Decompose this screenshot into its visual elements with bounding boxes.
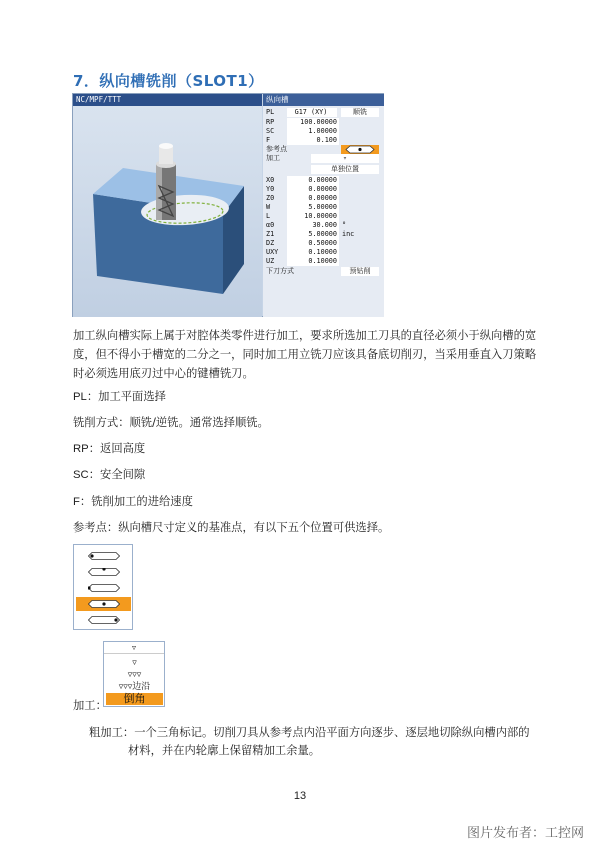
param-unit: inc — [342, 230, 355, 238]
param-label: Z0 — [266, 194, 275, 202]
ref-option-left[interactable] — [76, 549, 131, 563]
def-rp: RP：返回高度 — [73, 442, 146, 455]
param-row-machining — [263, 154, 384, 163]
param-value-field[interactable]: 5.00000 — [287, 230, 339, 239]
ref-option-center[interactable] — [76, 597, 131, 611]
page-number: 13 — [293, 790, 307, 802]
slot-center-icon — [88, 600, 120, 608]
param-value-field[interactable]: 100.00000 — [287, 118, 339, 127]
param-value-field[interactable]: 5.00000 — [287, 203, 339, 212]
param-label: UZ — [266, 257, 275, 265]
def-pl: PL：加工平面选择 — [73, 390, 166, 403]
machining-select[interactable]: ▿ — [311, 154, 379, 163]
machining-option[interactable]: ▿ — [132, 658, 137, 668]
param-value-field[interactable]: 1.00000 — [287, 127, 339, 136]
def-f: F：铣削加工的进给速度 — [73, 495, 193, 508]
machining-option[interactable]: ▿▿▿ — [127, 670, 142, 680]
param-label: RP — [266, 118, 275, 126]
slot-left-edge-icon — [88, 584, 120, 592]
watermark: 图片发布者：工控网 — [466, 826, 584, 841]
param-row-ref — [263, 145, 384, 154]
ref-option-top[interactable] — [76, 565, 131, 579]
param-label: Y0 — [266, 185, 275, 193]
param-label: SC — [266, 127, 275, 135]
param-row — [263, 212, 384, 221]
param-label: α0 — [266, 221, 275, 229]
parameter-panel — [263, 106, 384, 317]
param-row — [263, 176, 384, 185]
param-row-pl — [263, 108, 384, 117]
param-value-field[interactable]: 10.00000 — [287, 212, 339, 221]
param-label: 加工 — [266, 154, 280, 162]
intro-paragraph: 加工纵向槽实际上属于对腔体类零件进行加工，要求所选加工刀具的直径必须小于纵向槽的宽度，但不得小于槽宽的二分之一，同时加工用立铣刀应该具备底切削刃，当采用垂直入刀策略时必须选用底刃过中心的键槽铣刀。 — [73, 329, 537, 380]
ref-option-left-edge[interactable] — [76, 581, 131, 595]
param-row-infeed — [263, 267, 384, 276]
param-value-field[interactable]: 0.50000 — [287, 239, 339, 248]
param-unit: ° — [342, 221, 347, 229]
param-row — [263, 230, 384, 239]
slot-top-icon — [88, 568, 120, 576]
param-row — [263, 248, 384, 257]
slot-left-icon — [88, 552, 120, 560]
param-label: PL — [266, 108, 275, 116]
param-value-field[interactable]: 0.00000 — [287, 176, 339, 185]
param-row — [263, 203, 384, 212]
section-title: 7．纵向槽铣削（SLOT1） — [73, 72, 264, 90]
workpiece-illustration — [73, 106, 262, 317]
cnc-screen — [72, 93, 384, 317]
param-value-field[interactable]: 0.100 — [287, 136, 339, 145]
param-label: 下刀方式 — [266, 267, 294, 275]
param-label: UXY — [266, 248, 279, 256]
machining-option-selected[interactable]: 倒角 — [106, 693, 163, 705]
param-label: X0 — [266, 176, 275, 184]
rough-machining-text: 粗加工：一个三角标记。切削刀具从参考点内沿平面方向逐步、逐层地切除纵向槽内部的 — [89, 726, 530, 739]
param-row — [263, 194, 384, 203]
param-label: 参考点 — [266, 145, 287, 153]
param-row — [263, 257, 384, 266]
reference-point-select[interactable] — [341, 145, 379, 154]
milling-direction-select[interactable]: 顺铣 — [341, 108, 379, 117]
param-row — [263, 118, 384, 127]
param-row — [263, 239, 384, 248]
param-row-position — [263, 165, 384, 174]
param-row — [263, 136, 384, 145]
param-row — [263, 127, 384, 136]
def-sc: SC：安全间隙 — [73, 468, 146, 481]
slot-3d-view — [73, 106, 262, 317]
param-row — [263, 185, 384, 194]
param-label: F — [266, 136, 271, 144]
param-label: DZ — [266, 239, 275, 247]
param-value-field[interactable]: 0.00000 — [287, 185, 339, 194]
def-reference-point: 参考点：纵向槽尺寸定义的基准点，有以下五个位置可供选择。 — [73, 521, 390, 534]
def-milling-mode: 铣削方式：顺铣/逆铣。通常选择顺铣。 — [73, 416, 269, 429]
param-value-field[interactable]: 0.00000 — [287, 194, 339, 203]
param-row — [263, 221, 384, 230]
param-label: Z1 — [266, 230, 275, 238]
reference-point-options — [73, 544, 133, 630]
slot-right-icon — [88, 616, 120, 624]
param-label: W — [266, 203, 271, 211]
ref-option-right[interactable] — [76, 613, 131, 627]
program-path: NC/MPF/TTT — [73, 94, 262, 106]
param-value-field[interactable]: 0.10000 — [287, 248, 339, 257]
machining-options — [103, 641, 165, 707]
param-value-field[interactable]: 0.10000 — [287, 257, 339, 266]
rough-machining-text-cont: 材料，并在内轮廓上保留精加工余量。 — [128, 744, 321, 757]
machining-dropdown-current[interactable]: ▿ — [104, 642, 164, 654]
machining-caption: 加工： — [73, 699, 107, 712]
machining-option[interactable]: ▿▿▿边沿 — [118, 682, 151, 692]
slot-reference-icon — [341, 145, 379, 154]
position-select[interactable]: 单独位置 — [311, 165, 379, 174]
cycle-name: 纵向槽 — [263, 94, 384, 106]
param-value-field[interactable]: 30.000 — [287, 221, 339, 230]
infeed-select[interactable]: 预钻削 — [341, 267, 379, 276]
plane-select[interactable]: G17 (XY) — [287, 108, 337, 117]
param-label: L — [266, 212, 271, 220]
